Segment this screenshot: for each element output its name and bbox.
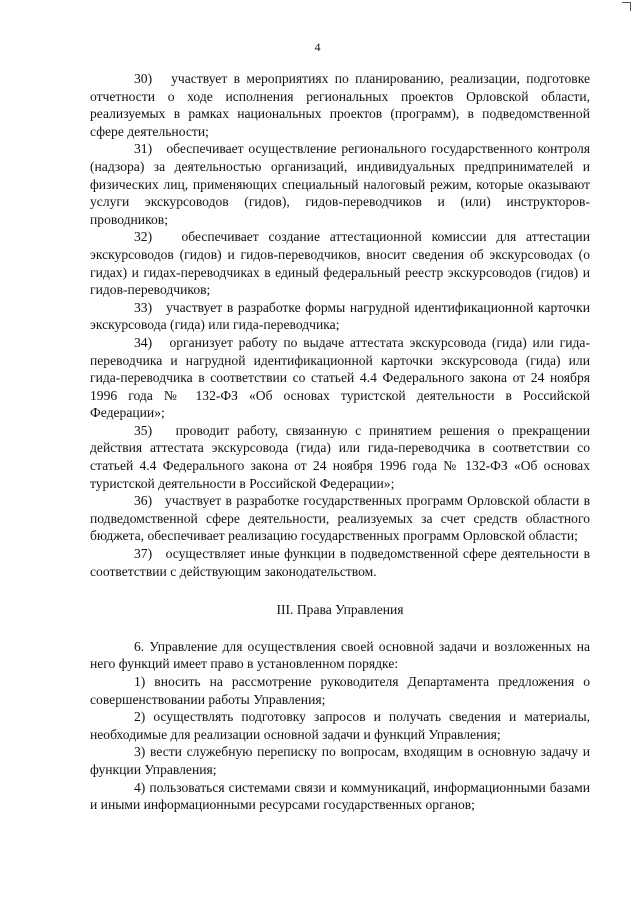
list-item: 34) организует работу по выдаче аттестата экскурсовода (гида) или гида-переводчика и нагрудной идентификационной карточки экскурсовода (гида) или гида-переводчика в соответствии со статьей 4.4 Федерального закона от 24 ноября 1996 года № 132-ФЗ «Об основах туристской деятельности в Российской Федерации»; xyxy=(90,334,590,421)
document-body xyxy=(90,70,590,814)
list-item: 31) обеспечивает осуществление регионального государственного контроля (надзора) за деятельностью организаций, индивидуальных предпринимателей и физических лиц, применяющих специальный налоговый режим, которые оказывают услуги экскурсоводов (гидов), гидов-переводчиков и (или) инструкторов-проводников; xyxy=(90,141,590,227)
page-number: 4 xyxy=(314,40,321,54)
list-item: 33) участвует в разработке формы нагрудной идентификационной карточки экскурсовода (гида) или гида-переводчика; xyxy=(90,299,590,333)
list-item: 32) обеспечивает создание аттестационной комиссии для аттестации экскурсоводов (гидов) и гидов-переводчиков, вносит сведения об экскурсоводах (о гидах) и гидах-переводчиках в единый федеральный реестр экскурсоводов (гидов) и гидов-переводчиков; xyxy=(90,229,590,298)
list-item: 37) осуществляет иные функции в подведомственной сфере деятельности в соответствии с действующим законодательством. xyxy=(90,546,590,579)
list-item: 1) вносить на рассмотрение руководителя Департамента предложения о совершенствовании работы Управления; xyxy=(90,674,590,707)
section-title: III. Права Управления xyxy=(276,602,404,618)
list-item: 35) проводит работу, связанную с принятием решения о прекращении действия аттестата экскурсовода (гида) или гида-переводчика в соответствии со статьей 4.4 Федерального закона от 24 ноября 1996 года № 132-ФЗ «Об основах туристской деятельности в Российской Федерации»; xyxy=(90,422,590,491)
list-item: 30) участвует в мероприятиях по планированию, реализации, подготовке отчетности о ходе исполнения региональных проектов Орловской области, реализуемых в рамках национальных проектов (программ), в подведомственной сфере деятельности; xyxy=(90,71,590,139)
list-item: 4) пользоваться системами связи и коммуникаций, информационными базами и иными информационными ресурсами государственных органов; xyxy=(90,779,590,813)
corner-mark xyxy=(622,2,631,11)
list-item: 36) участвует в разработке государственных программ Орловской области в подведомственной сфере деятельности, реализуемых за счет средств областного бюджета, обеспечивает реализацию государственных программ Орловской области; xyxy=(90,493,590,544)
section-intro-paragraph: 6. Управление для осуществления своей основной задачи и возложенных на него функций имеет право в установленном порядке: xyxy=(90,638,590,672)
list-item: 3) вести служебную переписку по вопросам, входящим в основную задачу и функции Управления; xyxy=(90,744,590,777)
list-item: 2) осуществлять подготовку запросов и получать сведения и материалы, необходимые для реализации основной задачи и функций Управления; xyxy=(90,709,590,742)
